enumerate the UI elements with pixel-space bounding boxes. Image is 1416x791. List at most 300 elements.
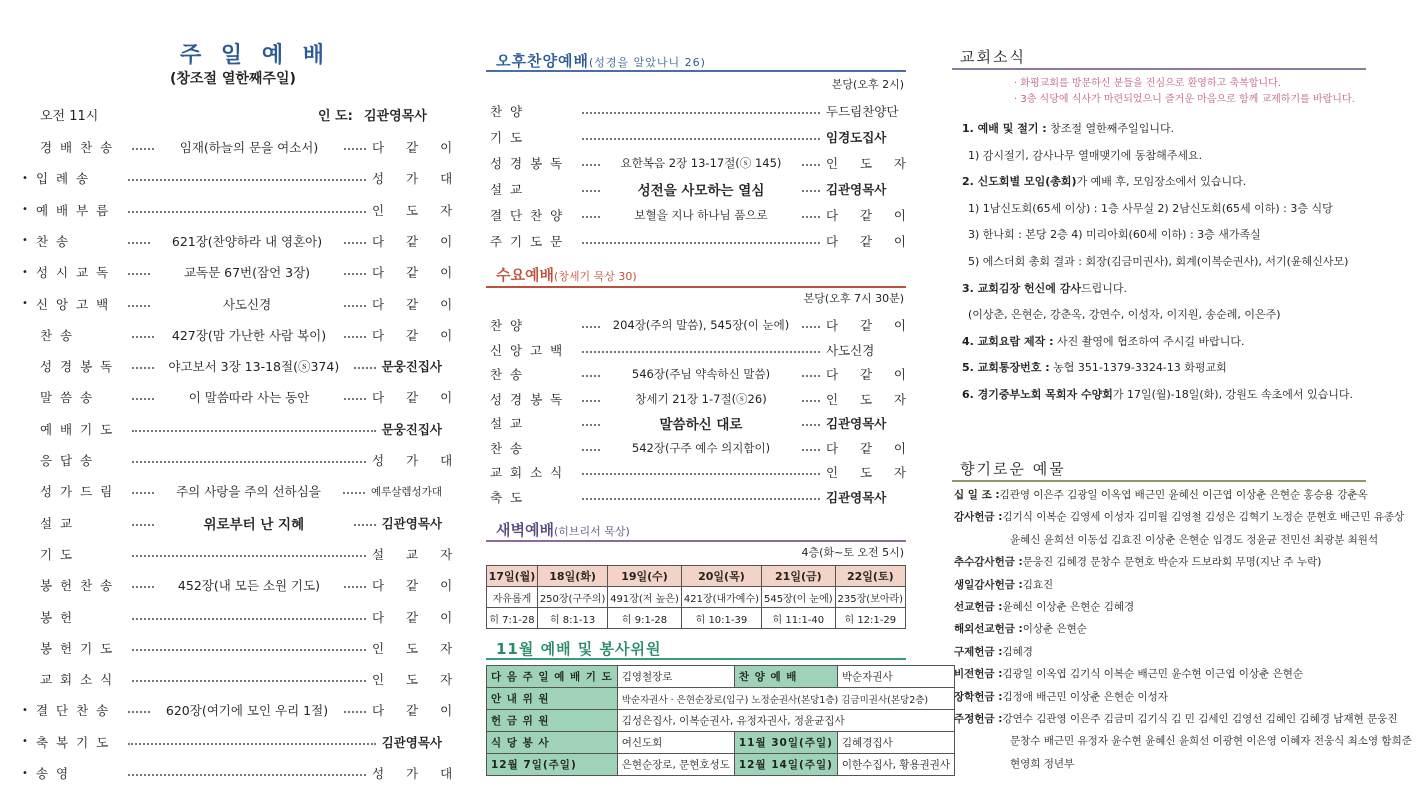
offering-row	[954, 599, 1134, 614]
order-label: 축 도	[490, 489, 525, 505]
dawn-schedule-table	[486, 565, 906, 629]
offering-names: 이상춘 은현순	[1022, 623, 1087, 636]
kitchen-value: 여신도회	[617, 732, 734, 754]
dot-leader	[132, 524, 154, 526]
dot-leader	[802, 449, 820, 451]
offering-row	[954, 711, 1398, 726]
order-person: 성 가 대	[372, 766, 462, 781]
next-prayer-label: 다 음 주 일 예 배 기 도	[487, 666, 618, 688]
order-content: 창세기 21장 1-7절(ⓢ26)	[606, 391, 796, 407]
sunday-subtitle: (창조절 열한째주일)	[170, 71, 296, 87]
bullet-dot: •	[22, 704, 28, 716]
volunteers-table	[486, 665, 955, 776]
afternoon-rule	[486, 70, 906, 72]
dawn-texts-cell: 히 8:1-13	[537, 608, 607, 629]
offering-type: 선교헌금 :	[954, 601, 1003, 613]
order-label: 응 답 송	[40, 453, 95, 468]
sunday-order-row	[30, 420, 442, 438]
order-person: 다 같 이	[826, 234, 906, 249]
dot-leader	[582, 449, 600, 451]
order-content: 요한복음 2장 13-17절(ⓢ 145)	[606, 155, 796, 171]
order-person: 인 도 자	[372, 672, 462, 688]
news-item	[968, 253, 1348, 269]
order-label: 결 단 찬 송	[36, 703, 111, 719]
right-column	[952, 0, 1412, 791]
order-content: 427장(맘 가난한 사람 복이)	[160, 326, 338, 344]
order-label: 봉 헌 찬 송	[40, 578, 115, 594]
offering-names: 김혜경	[1002, 645, 1033, 658]
wednesday-order-row	[486, 463, 906, 481]
dot-leader	[132, 649, 366, 651]
dec14-value: 이한수집사, 황용권권사	[837, 754, 954, 776]
dot-leader	[344, 305, 366, 307]
order-label: 봉 헌 기 도	[40, 640, 115, 656]
offering-names: 현영희 정년부	[1010, 757, 1075, 770]
news-item-head: 5. 교회통장번호 :	[962, 361, 1050, 375]
order-label: 교 회 소 식	[40, 672, 115, 688]
order-person: 예루살렘성가대	[370, 485, 442, 498]
offering-row	[954, 689, 1168, 704]
news-welcome-1: · 화평교회를 방문하신 분들을 진심으로 환영하고 축복합니다.	[1014, 78, 1281, 89]
dawn-title-sub: (히브리서 묵상)	[553, 525, 630, 538]
order-person: 김관영목사	[381, 734, 442, 750]
news-item	[962, 359, 1227, 375]
order-person: 인 도 자	[826, 465, 906, 480]
offering-type: 해외선교헌금 :	[954, 623, 1023, 636]
sunday-order-row	[22, 201, 462, 219]
offering-type: 비전헌금 :	[954, 668, 1003, 681]
bullet-dot: •	[22, 266, 28, 278]
order-content: 임재(하늘의 문을 여소서)	[160, 138, 338, 156]
dawn-days-cell: 17일(월)	[487, 566, 538, 587]
dawn-days-cell: 19일(수)	[608, 566, 682, 587]
offering-names: 윤혜신 윤희선 이동섭 김효진 이상춘 은현순 임경도 정윤균 전민선 최광분 최원석	[1010, 533, 1379, 546]
order-content: 야고보서 3장 13-18절(ⓢ374)	[160, 357, 348, 375]
order-label: 찬 양	[490, 104, 525, 119]
news-item-head: 4. 교회요람 제작 :	[962, 334, 1054, 348]
dot-leader	[582, 242, 820, 244]
news-item-text: 드립니다.	[1080, 281, 1127, 295]
news-item-text: 창조절 열한째주일입니다.	[1046, 122, 1175, 135]
order-person: 다 같 이	[372, 233, 462, 249]
dot-leader	[802, 375, 820, 377]
order-person: 문웅진집사	[381, 421, 442, 437]
order-person: 김관영목사	[381, 515, 442, 531]
afternoon-title-text: 오후찬양예배	[496, 52, 589, 70]
dawn-title	[496, 519, 630, 540]
order-person: 다 같 이	[372, 609, 462, 625]
dot-leader	[582, 190, 600, 192]
dawn-texts-cell: 히 11:1-40	[762, 608, 836, 629]
bullet-dot: •	[22, 298, 28, 309]
offering-title: 향기로운 예물	[960, 460, 1066, 478]
order-label: 송 영	[36, 766, 71, 781]
news-item	[962, 173, 1246, 189]
order-label: 성 가 드 림	[40, 484, 115, 500]
order-label: 주 기 도 문	[490, 234, 565, 249]
order-person: 인 도 자	[372, 202, 462, 218]
dawn-days-cell: 21일(금)	[762, 566, 836, 587]
order-label: 입 례 송	[36, 171, 91, 187]
praise-service-value: 박순자권사	[837, 666, 954, 688]
order-content: 이 말씀따라 사는 동안	[160, 388, 338, 406]
wednesday-order-row	[486, 390, 906, 408]
offering-names: 문웅진 김혜경 문창수 문현호 박순자 드보라회 무명(지난 주 누락)	[1022, 556, 1322, 569]
wednesday-order-row	[486, 488, 906, 506]
offering-names: 김관영 이은주 김광일 이옥엽 배근민 윤혜신 이근엽 이상춘 은현순 홍승용 강춘옥	[999, 489, 1368, 501]
dawn-texts-cell: 히 9:1-28	[608, 608, 682, 629]
offering-row	[954, 487, 1368, 502]
order-content: 주의 사랑을 주의 선하심을	[160, 482, 337, 500]
order-label: 성 경 봉 독	[490, 391, 565, 407]
order-person: 다 같 이	[826, 318, 906, 333]
sunday-order-row	[22, 169, 462, 187]
offering-row	[954, 554, 1321, 569]
sunday-time: 오전 11시	[40, 109, 99, 124]
dot-leader	[128, 273, 150, 275]
praise-service-label: 찬 양 예 배	[734, 666, 837, 688]
bullet-dot: •	[22, 767, 28, 779]
offering-rule	[952, 480, 1366, 482]
afternoon-title-sub: (성경을 알았나니 26)	[588, 56, 706, 69]
order-label: 신 앙 고 백	[490, 342, 565, 358]
order-content: 말씀하신 대로	[606, 413, 796, 433]
sunday-order-row	[30, 670, 462, 688]
afternoon-order-row	[486, 128, 906, 146]
afternoon-order-row	[486, 206, 906, 224]
order-person: 다 같 이	[372, 578, 462, 594]
sunday-order-row	[22, 733, 442, 751]
dot-leader	[132, 148, 154, 150]
dec14-label: 12월 14일(주일)	[734, 754, 837, 776]
order-person: 인 도 자	[372, 640, 462, 656]
middle-column	[486, 0, 951, 791]
order-label: 봉 헌	[40, 609, 75, 625]
sunday-order-row	[30, 451, 462, 469]
dot-leader	[132, 492, 154, 494]
dawn-texts-cell: 히 10:1-39	[681, 608, 761, 629]
news-item-text: 가 예배 후, 모임장소에서 있습니다.	[1076, 175, 1247, 189]
news-item-head: 6. 경기중부노회 목회자 수양회	[962, 388, 1113, 401]
dawn-days-cell: 22일(토)	[835, 566, 905, 587]
usher-value: 박순자권사 · 은현순장로(입구) 노정순권사(본당1층) 김금미권사(본당2층)	[617, 688, 954, 710]
offering-row	[954, 644, 1033, 659]
volunteer-row-next	[487, 666, 955, 688]
order-label: 경 배 찬 송	[40, 140, 115, 155]
offering-row	[1010, 756, 1074, 771]
dot-leader	[582, 326, 600, 328]
dot-leader	[128, 179, 366, 181]
offering-row	[954, 666, 1303, 681]
sunday-order-row	[22, 295, 462, 313]
order-content: 보혈을 지나 하나님 품으로	[606, 207, 796, 223]
dot-leader	[132, 461, 366, 463]
dec7-value: 은현순장로, 문현호성도	[617, 754, 734, 776]
afternoon-order-row	[486, 154, 906, 172]
dot-leader	[132, 367, 154, 369]
sunday-order-row	[30, 639, 462, 657]
order-label: 설 교	[490, 182, 525, 197]
dot-leader	[344, 242, 366, 244]
news-item-head: 1. 예배 및 절기 :	[962, 122, 1047, 135]
order-label: 설 교	[40, 515, 75, 531]
sunday-order-row	[30, 388, 462, 406]
order-person: 두드림찬양단	[826, 104, 899, 119]
order-person: 사도신경	[826, 342, 875, 358]
order-person: 문웅진집사	[381, 359, 442, 375]
wednesday-title-text: 수요예배	[496, 266, 554, 284]
offering-names: 김정애 배근민 이상춘 은현순 이성자	[1002, 690, 1168, 703]
news-item-head: 2. 신도회별 모임(총회)	[962, 175, 1077, 189]
dot-leader	[344, 586, 366, 588]
sunday-order-row	[30, 326, 462, 344]
order-content: 621장(찬양하라 내 영혼아)	[156, 232, 338, 250]
order-person: 인 도 자	[826, 391, 906, 407]
dot-leader	[802, 216, 820, 218]
dot-leader	[132, 586, 154, 588]
offering-committee-value: 김성은집사, 이복순권사, 유정자권사, 정윤균집사	[617, 710, 954, 732]
order-label: 말 씀 송	[40, 390, 95, 406]
volunteer-row-dec	[487, 754, 955, 776]
news-item-text: 사진 촬영에 협조하여 주시길 바랍니다.	[1053, 334, 1245, 348]
order-content: 사도신경	[156, 295, 338, 313]
dot-leader	[582, 112, 820, 114]
volunteers-rule	[486, 658, 906, 660]
news-item-text: 1) 감시절기, 감사나무 열매맺기에 동참해주세요.	[968, 148, 1203, 162]
dot-leader	[128, 305, 150, 307]
usher-label: 안 내 위 원	[487, 688, 618, 710]
order-label: 성 경 봉 독	[40, 359, 115, 375]
order-label: 찬 송	[40, 327, 75, 343]
order-person: 인 도 자	[826, 156, 906, 171]
dawn-hymns-cell: 자유롭게	[487, 587, 538, 608]
news-item-text: 3) 한나회 : 본당 2층 4) 미리아회(60세 이하) : 3층 새가족실	[968, 228, 1261, 242]
offering-type: 주정헌금 :	[954, 713, 1003, 725]
news-item	[968, 200, 1333, 216]
news-item-text: 농협 351-1379-3324-13 화평교회	[1049, 361, 1227, 375]
dec7-label: 12월 7일(주일)	[487, 754, 618, 776]
dot-leader	[132, 555, 366, 557]
news-item-text: (이상춘, 은현순, 강춘옥, 강연수, 이성자, 이지원, 송순례, 이은주)	[968, 308, 1281, 322]
offering-type: 십 일 조 :	[954, 489, 1000, 501]
sunday-order-row	[22, 764, 462, 782]
news-item	[968, 226, 1261, 242]
kitchen-label: 식 당 봉 사	[487, 732, 618, 754]
sunday-order-row	[30, 514, 442, 532]
dawn-place: 4층(화~토 오전 5시)	[801, 546, 904, 559]
wednesday-order-row	[486, 414, 906, 432]
order-person: 다 같 이	[372, 140, 462, 155]
dawn-title-text: 새벽예배	[496, 521, 554, 539]
offering-row	[954, 621, 1087, 636]
order-person: 다 같 이	[372, 390, 462, 406]
dot-leader	[582, 424, 600, 426]
dot-leader	[128, 211, 366, 213]
offering-names: 김효진	[1022, 578, 1054, 591]
offering-row	[1010, 733, 1412, 748]
order-person: 다 같 이	[372, 327, 462, 343]
news-item	[968, 306, 1281, 322]
wednesday-order-row	[486, 316, 906, 334]
dot-leader	[128, 774, 366, 776]
afternoon-order-row	[486, 102, 906, 120]
dawn-rule	[486, 540, 906, 542]
bullet-dot: •	[22, 736, 28, 748]
dot-leader	[582, 351, 820, 353]
wednesday-rule	[486, 286, 906, 288]
sunday-order-row	[30, 545, 462, 563]
order-person: 다 같 이	[826, 367, 906, 382]
news-item	[962, 280, 1127, 296]
order-label: 기 도	[490, 130, 525, 145]
afternoon-order-row	[486, 180, 906, 198]
dot-leader	[582, 400, 600, 402]
order-content: 204장(주의 말씀), 545장(이 눈에)	[606, 317, 796, 333]
order-content: 546장(주님 약속하신 말씀)	[606, 366, 796, 382]
news-item-text: 1) 1남신도회(65세 이상) : 1층 사무실 2) 2남신도회(65세 이하) : 3층 식당	[968, 201, 1333, 215]
dot-leader	[582, 473, 820, 475]
order-label: 예 배 기 도	[40, 421, 115, 437]
dot-leader	[132, 680, 366, 682]
dot-leader	[582, 138, 820, 140]
offering-names: 강연수 김관영 이은주 김금미 김기식 김 민 김세인 김영선 김혜인 김혜경 남재현 문웅진	[1002, 713, 1398, 725]
dot-leader	[354, 367, 376, 369]
nov30-value: 김혜경집사	[837, 732, 954, 754]
wednesday-place: 본당(오후 7시 30분)	[803, 292, 904, 305]
sunday-order-row	[22, 263, 462, 281]
dawn-texts-row	[487, 608, 906, 629]
order-label: 성 시 교 독	[36, 265, 111, 281]
news-item	[962, 120, 1174, 136]
order-content: 452장(내 모든 소원 기도)	[160, 576, 338, 594]
offering-row	[954, 509, 1404, 524]
dawn-hymns-cell: 235장(보아라)	[835, 587, 905, 608]
dot-leader	[582, 498, 820, 500]
wednesday-order-row	[486, 365, 906, 383]
dot-leader	[128, 242, 150, 244]
dot-leader	[802, 400, 820, 402]
news-item	[962, 333, 1244, 349]
dawn-hymns-cell: 491장(저 높은)	[608, 587, 682, 608]
dot-leader	[128, 743, 376, 745]
news-title: 교회소식	[960, 48, 1026, 66]
order-content: 성전을 사모하는 열심	[606, 179, 796, 199]
dawn-texts-cell: 히 7:1-28	[487, 608, 538, 629]
dot-leader	[354, 524, 376, 526]
order-label: 찬 송	[490, 367, 525, 382]
sunday-leader-label: 인 도:	[318, 109, 353, 124]
dot-leader	[132, 430, 376, 432]
afternoon-order-row	[486, 232, 906, 250]
order-person: 다 같 이	[372, 703, 462, 719]
order-label: 성 경 봉 독	[490, 156, 565, 171]
sunday-leader: 김관영목사	[364, 109, 427, 124]
offering-type: 장학헌금 :	[954, 690, 1003, 703]
order-label: 예 배 부 름	[36, 202, 111, 218]
next-prayer-value: 김영철장로	[617, 666, 734, 688]
bullet-dot: •	[22, 204, 28, 216]
dot-leader	[802, 164, 820, 166]
dot-leader	[343, 492, 365, 494]
offering-row	[954, 577, 1053, 592]
dot-leader	[132, 336, 154, 338]
wednesday-order-row	[486, 439, 906, 457]
afternoon-title	[496, 50, 706, 71]
dawn-hymns-row	[487, 587, 906, 608]
offering-names: 문창수 배근민 유정자 윤수현 윤혜신 윤희선 이광현 이은영 이혜자 전웅식 최소영 함희준	[1010, 735, 1412, 748]
order-label: 기 도	[40, 546, 75, 562]
news-item-text: 5) 에스더회 총회 결과 : 회장(김금미권사), 회계(이복순권사), 서기(윤혜신사모)	[968, 255, 1349, 268]
news-rule	[952, 68, 1366, 70]
dawn-hymns-cell: 421장(내가예수)	[681, 587, 761, 608]
dawn-hymns-cell: 545장(이 눈에)	[762, 587, 836, 608]
order-content: 교독문 67번(잠언 3장)	[156, 263, 338, 281]
dot-leader	[802, 326, 820, 328]
dot-leader	[582, 375, 600, 377]
nov30-label: 11월 30일(주일)	[734, 732, 837, 754]
volunteer-row-usher	[487, 688, 955, 710]
order-person: 다 같 이	[372, 265, 462, 281]
news-item-head: 3. 교회김장 헌신에 감사	[962, 281, 1081, 295]
order-person: 다 같 이	[826, 208, 906, 223]
dot-leader	[344, 148, 366, 150]
dot-leader	[344, 336, 366, 338]
dot-leader	[344, 398, 366, 400]
wednesday-title	[496, 264, 637, 285]
wednesday-title-sub: (창세기 묵상 30)	[553, 270, 637, 283]
offering-type: 추수감사헌금 :	[954, 556, 1023, 569]
dot-leader	[132, 618, 366, 620]
bullet-dot: •	[22, 235, 28, 247]
dot-leader	[344, 273, 366, 275]
sunday-order-row	[30, 482, 442, 500]
order-label: 찬 송	[36, 233, 71, 249]
offering-type: 감사헌금 :	[954, 511, 1003, 524]
wednesday-order-row	[486, 341, 906, 359]
offering-type: 생일감사헌금 :	[954, 578, 1023, 591]
sunday-order-row	[30, 138, 462, 156]
order-content: 542장(구주 예수 의지함이)	[606, 440, 796, 456]
dot-leader	[582, 216, 600, 218]
order-label: 설 교	[490, 416, 525, 431]
order-person: 다 같 이	[826, 440, 906, 456]
order-person: 다 같 이	[372, 296, 462, 312]
sunday-order-row	[22, 232, 462, 250]
dot-leader	[802, 424, 820, 426]
offering-row	[1010, 532, 1378, 547]
sunday-order-row	[30, 357, 442, 375]
news-item	[962, 386, 1353, 402]
order-label: 결 단 찬 양	[490, 208, 565, 223]
order-person: 김관영목사	[826, 489, 887, 505]
order-person: 김관영목사	[826, 182, 887, 197]
news-item-text: 가 17일(월)-18일(화), 강원도 속초에서 있습니다.	[1112, 388, 1353, 401]
offering-names: 김기식 이복순 김영세 이성자 김미월 김영철 김성은 김혁기 노정순 문현호 배근민 유종상	[1002, 511, 1405, 524]
order-person: 설 교 자	[372, 546, 462, 562]
order-label: 찬 송	[490, 440, 525, 456]
offering-names: 김광일 이옥엽 김기식 이복순 배근민 윤수현 이근엽 이상춘 은현순	[1002, 668, 1303, 681]
volunteer-row-kitchen	[487, 732, 955, 754]
dot-leader	[132, 398, 154, 400]
dawn-days-row	[487, 566, 906, 587]
order-label: 신 앙 고 백	[36, 296, 111, 312]
afternoon-place: 본당(오후 2시)	[831, 78, 904, 91]
volunteer-row-offering	[487, 710, 955, 732]
order-person: 김관영목사	[826, 416, 887, 431]
dawn-hymns-cell: 250장(구주의)	[537, 587, 607, 608]
order-label: 축 복 기 도	[36, 734, 111, 750]
news-welcome-2: · 3층 식당에 식사가 마련되었으니 즐거운 마음으로 함께 교제하기를 바랍니다.	[1014, 94, 1355, 105]
